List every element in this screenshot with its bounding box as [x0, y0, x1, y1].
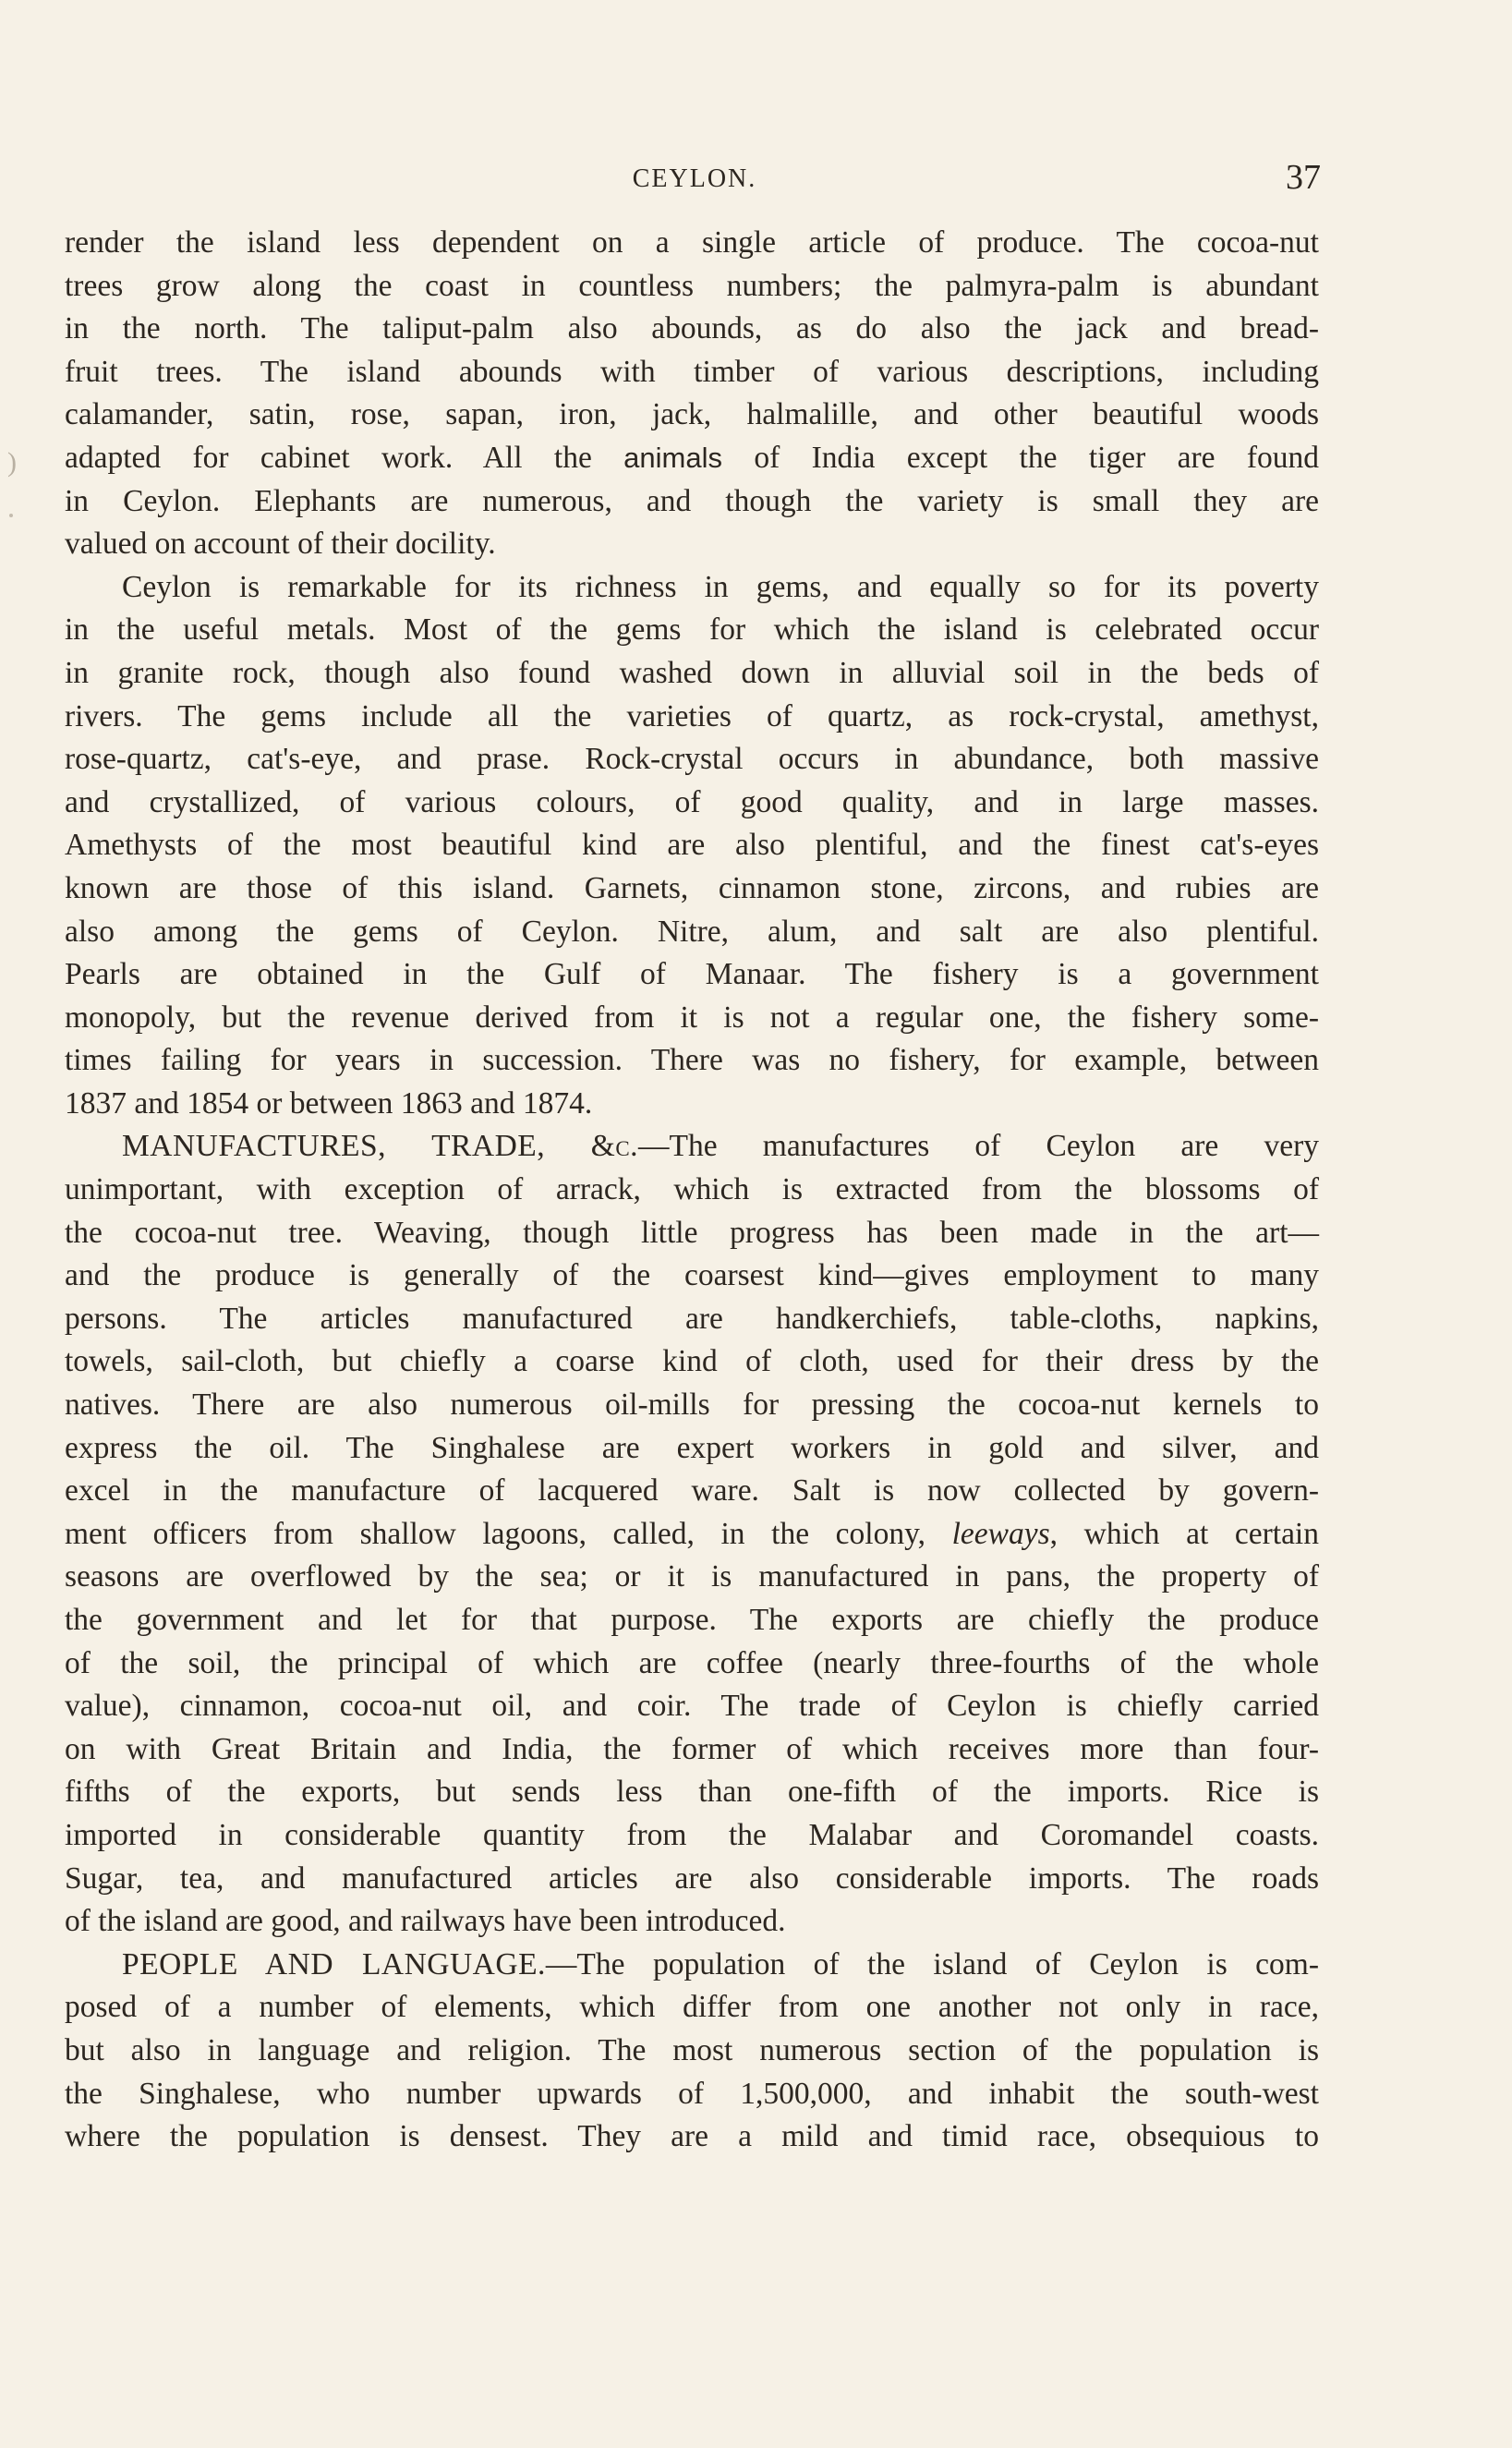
text-run: ment officers from shallow lagoons, called, in the colony, — [65, 1516, 952, 1551]
text-line — [65, 437, 1319, 480]
section-heading: PEOPLE AND LANGUAGE. — [122, 1946, 546, 1981]
text-line: in granite rock, though also found washed down in alluvial soil in the beds of — [65, 655, 1319, 690]
text-line: of the soil, the principal of which are coffee (nearly three-fourths of the whole — [65, 1645, 1319, 1680]
text-line: Pearls are obtained in the Gulf of Manaar. The fishery is a government — [65, 957, 1319, 992]
paragraph-1 — [65, 222, 1319, 566]
paragraph-3 — [65, 1125, 1319, 1943]
keyword-animals: animals — [623, 441, 722, 474]
text-line: Ceylon is remarkable for its richness in gems, and equally so for its poverty — [122, 569, 1319, 604]
text-line: unimportant, with exception of arrack, which is extracted from the blossoms of — [65, 1172, 1319, 1207]
text-line: fifths of the exports, but sends less than one-fifth of the imports. Rice is — [65, 1775, 1319, 1810]
text-line: Sugar, tea, and manufactured articles are also considerable imports. The roads — [65, 1860, 1319, 1896]
running-head — [68, 157, 1321, 203]
paragraph-4 — [65, 1944, 1319, 2159]
text-line: 1837 and 1854 or between 1863 and 1874. — [65, 1085, 593, 1121]
text-line: imported in considerable quantity from the Malabar and Coromandel coasts. — [65, 1817, 1319, 1852]
text-line: rivers. The gems include all the varieties of quartz, as rock-crystal, amethyst, — [65, 698, 1319, 733]
text-line: monopoly, but the revenue derived from it is not a regular one, the fishery some- — [65, 1000, 1319, 1035]
margin-dot — [9, 514, 13, 517]
text-line: excel in the manufacture of lacquered ware. Salt is now collected by govern- — [65, 1473, 1319, 1509]
text-line: Amethysts of the most beautiful kind are also plentiful, and the finest cat's-eyes — [65, 828, 1319, 863]
section-heading: MANUFACTURES, TRADE, &c. — [122, 1129, 639, 1164]
text-run: of India except the tiger are found — [722, 440, 1319, 475]
text-run: adapted for cabinet work. All the — [65, 440, 624, 475]
text-line: but also in language and religion. The most numerous section of the population is — [65, 2032, 1319, 2067]
text-line: fruit trees. The island abounds with timber of various descriptions, including — [65, 354, 1319, 389]
text-line: the cocoa-nut tree. Weaving, though little progress has been made in the art— — [65, 1215, 1319, 1250]
text-line: trees grow along the coast in countless numbers; the palmyra-palm is abundant — [65, 268, 1319, 303]
text-line — [65, 1125, 1319, 1169]
text-line: render the island less dependent on a single article of produce. The cocoa-nut — [65, 225, 1319, 260]
text-line: where the population is densest. They are a mild and timid race, obsequious to — [65, 2119, 1319, 2154]
margin-mark: ) — [7, 447, 17, 478]
text-line — [65, 1513, 1319, 1557]
body-text — [65, 222, 1319, 2159]
text-run: —The manufactures of Ceylon are very — [638, 1129, 1319, 1164]
text-line: rose-quartz, cat's-eye, and prase. Rock-crystal occurs in abundance, both massive — [65, 742, 1319, 777]
text-line: times failing for years in succession. There was no fishery, for example, between — [65, 1043, 1319, 1078]
text-run: , which at certain — [1049, 1516, 1319, 1551]
text-line: also among the gems of Ceylon. Nitre, alum, and salt are also plentiful. — [65, 914, 1319, 949]
text-line: valued on account of their docility. — [65, 527, 496, 562]
text-line: express the oil. The Singhalese are expert workers in gold and silver, and — [65, 1430, 1319, 1465]
text-line: calamander, satin, rose, sapan, iron, jack, halmalille, and other beautiful woods — [65, 397, 1319, 432]
text-line: and the produce is generally of the coarsest kind—gives employment to many — [65, 1258, 1319, 1293]
text-line: posed of a number of elements, which differ from one another not only in race, — [65, 1990, 1319, 2025]
text-line: the government and let for that purpose. The exports are chiefly the produce — [65, 1603, 1319, 1637]
text-line: and crystallized, of various colours, of good quality, and in large masses. — [65, 784, 1319, 819]
page-number: 37 — [1286, 158, 1321, 197]
paragraph-2 — [65, 566, 1319, 1126]
text-line: persons. The articles manufactured are handkerchiefs, table-cloths, napkins, — [65, 1301, 1319, 1336]
text-line: on with Great Britain and India, the former of which receives more than four- — [65, 1731, 1319, 1766]
text-run: —The population of the island of Ceylon is com- — [545, 1946, 1320, 1981]
text-line: in the useful metals. Most of the gems for which the island is celebrated occur — [65, 612, 1319, 648]
text-line: the Singhalese, who number upwards of 1,500,000, and inhabit the south-west — [65, 2076, 1319, 2111]
text-line: known are those of this island. Garnets, cinnamon stone, zircons, and rubies are — [65, 870, 1319, 905]
text-line: of the island are good, and railways have been introduced. — [65, 1904, 786, 1939]
text-line: towels, sail-cloth, but chiefly a coarse kind of cloth, used for their dress by the — [65, 1344, 1319, 1379]
text-line: in Ceylon. Elephants are numerous, and though the variety is small they are — [65, 483, 1319, 518]
text-line: value), cinnamon, cocoa-nut oil, and coir. The trade of Ceylon is chiefly carried — [65, 1689, 1319, 1724]
text-line — [65, 1944, 1319, 1987]
text-line: in the north. The taliput-palm also abounds, as do also the jack and bread- — [65, 311, 1319, 346]
running-title: CEYLON. — [632, 164, 757, 193]
text-line: natives. There are also numerous oil-mills for pressing the cocoa-nut kernels to — [65, 1388, 1319, 1423]
keyword-leeways: leeways — [951, 1516, 1050, 1551]
text-line: seasons are overflowed by the sea; or it is manufactured in pans, the property of — [65, 1559, 1319, 1594]
